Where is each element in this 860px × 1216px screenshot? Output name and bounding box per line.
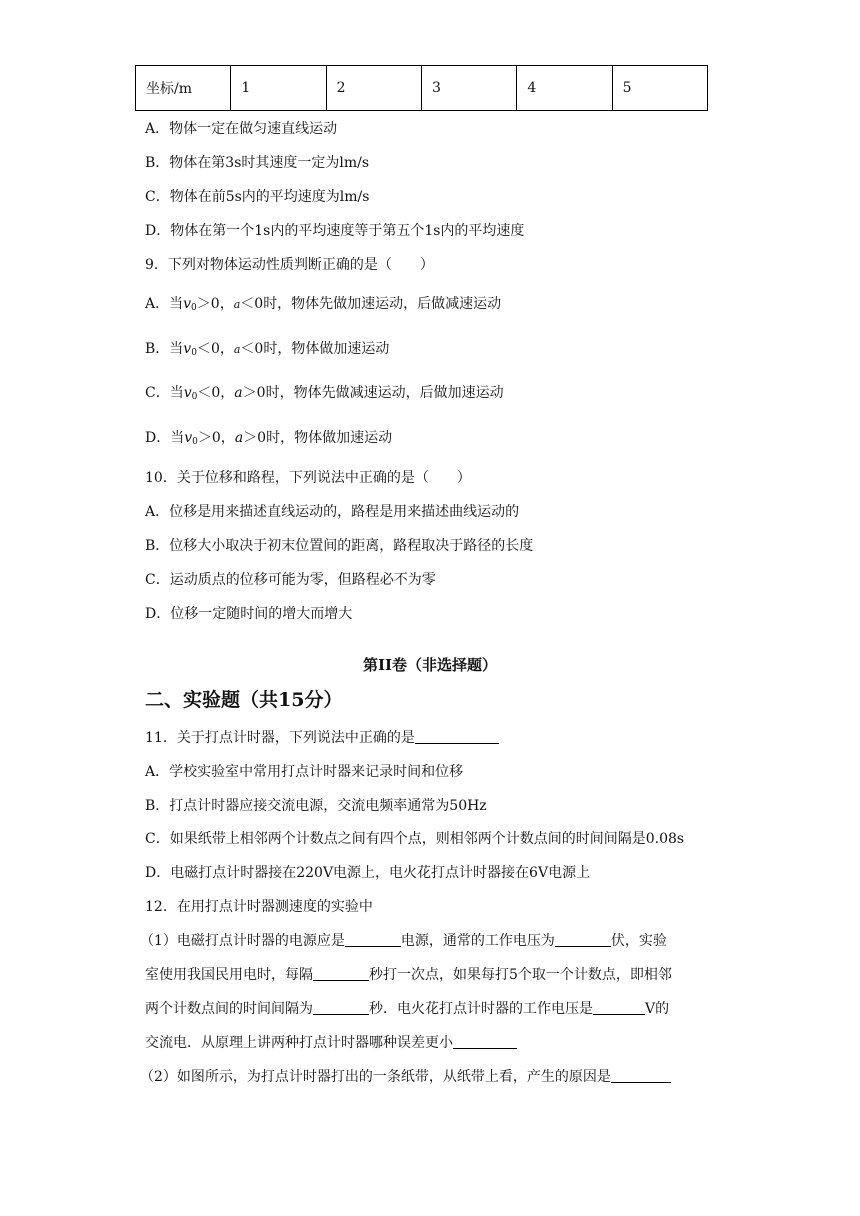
- option-tail: 时，物体先做减速运动，后做加速运动: [265, 385, 504, 401]
- answer-blank: [453, 1034, 517, 1049]
- subscript: 0: [191, 392, 198, 402]
- q10-option-c: C．运动质点的位移可能为零，但路程必不为零: [145, 572, 436, 588]
- text-segment: 秒．电火花打点计时器的工作电压是: [369, 1001, 593, 1017]
- volume-title: 第II卷（非选择题）: [362, 656, 498, 674]
- q11-option-b: B．打点计时器应接交流电源，交流电频率通常为50Hz: [145, 798, 487, 814]
- a-symbol: a: [233, 298, 241, 311]
- relation: ＞0，: [197, 430, 235, 446]
- option-tail: 时，物体做加速运动: [266, 430, 393, 446]
- q12-part1-line3: [145, 1000, 669, 1018]
- q10-option-d: D．位移一定随时间的增大而增大: [145, 606, 353, 622]
- option-tail: 时，物体先做加速运动，后做减速运动: [263, 296, 502, 312]
- subscript: 0: [191, 303, 197, 313]
- q10-option-b: B．位移大小取决于初末位置间的距离，路程取决于路径的长度: [145, 538, 534, 554]
- q9-option-a: [145, 295, 501, 317]
- q9-option-b: [145, 340, 389, 362]
- v-symbol: v: [183, 296, 192, 312]
- a-symbol: a: [234, 385, 243, 401]
- table-cell: 1: [231, 66, 326, 111]
- text-segment: 交流电．从原理上讲两种打点计时器哪种误差更小: [145, 1035, 453, 1051]
- subscript: 0: [191, 348, 197, 358]
- section-title: 二、实验题（共15分）: [145, 689, 343, 711]
- answer-blank: [313, 966, 369, 981]
- v-symbol: v: [183, 341, 192, 357]
- relation: ＜0，: [197, 385, 235, 401]
- relation: ＜0: [240, 341, 264, 357]
- q11-option-c: C．如果纸带上相邻两个计数点之间有四个点，则相邻两个计数点间的时间间隔是0.08s: [145, 831, 685, 847]
- answer-blank: [611, 1068, 671, 1083]
- relation: ＞0: [242, 385, 266, 401]
- q11-option-d: D．电磁打点计时器接在220V电源上，电火花打点计时器接在6V电源上: [145, 865, 591, 881]
- q12-part1-line4: [145, 1034, 517, 1052]
- subscript: 0: [192, 437, 198, 447]
- option-prefix: A．当: [145, 296, 184, 312]
- q11-stem-text: 11．关于打点计时器，下列说法中正确的是: [145, 730, 415, 746]
- q12-stem: 12．在用打点计时器测速度的实验中: [145, 899, 373, 915]
- option-prefix: D．当: [145, 430, 185, 446]
- q12-part2-line1: [140, 1068, 671, 1086]
- q8-option-d: D．物体在第一个1s内的平均速度等于第五个1s内的平均速度: [145, 223, 525, 239]
- answer-blank: [593, 1000, 645, 1015]
- v-symbol: v: [183, 385, 192, 401]
- relation: ＜0，: [196, 341, 234, 357]
- q11-option-a: A．学校实验室中常用打点计时器来记录时间和位移: [145, 764, 464, 780]
- q8-option-c: C．物体在前5s内的平均速度为lm/s: [145, 189, 370, 205]
- q9-option-c: [145, 384, 504, 406]
- relation: ＞0，: [196, 296, 234, 312]
- a-symbol: a: [234, 430, 244, 446]
- answer-blank: [345, 932, 401, 947]
- answer-blank: [555, 932, 611, 947]
- answer-blank: [313, 1000, 369, 1015]
- text-segment: （1）电磁打点计时器的电源应是: [140, 933, 345, 949]
- relation: ＜0: [240, 296, 264, 312]
- table-cell: 5: [612, 66, 707, 111]
- table-cell: 3: [421, 66, 516, 111]
- q12-part1-line1: [140, 932, 667, 950]
- table-header-cell: 坐标/m: [136, 66, 231, 111]
- text-segment: （2）如图所示，为打点计时器打出的一条纸带，从纸带上看，产生的原因是: [140, 1069, 611, 1085]
- a-symbol: a: [233, 343, 241, 356]
- v-symbol: v: [184, 430, 193, 446]
- q8-option-a: A．物体一定在做匀速直线运动: [145, 121, 338, 137]
- text-segment: 两个计数点间的时间间隔为: [145, 1001, 313, 1017]
- option-prefix: B．当: [145, 341, 184, 357]
- q8-option-b: B．物体在第3s时其速度一定为lm/s: [145, 155, 370, 171]
- q9-option-d: [145, 429, 392, 451]
- coordinate-table: [135, 65, 708, 111]
- relation: ＞0: [243, 430, 267, 446]
- q10-option-a: A．位移是用来描述直线运动的，路程是用来描述曲线运动的: [145, 504, 520, 520]
- answer-blank: [415, 729, 499, 744]
- table-row: [136, 66, 708, 111]
- table-cell: 2: [326, 66, 421, 111]
- q12-part1-line2: [145, 966, 672, 984]
- q10-stem: 10．关于位移和路程，下列说法中正确的是（ ）: [145, 470, 471, 486]
- text-segment: V的: [645, 1001, 670, 1017]
- text-segment: 电源，通常的工作电压为: [400, 933, 555, 949]
- option-prefix: C．当: [145, 385, 184, 401]
- text-segment: 室使用我国民用电时，每隔: [145, 967, 313, 983]
- q9-stem: 9．下列对物体运动性质判断正确的是（ ）: [145, 257, 434, 273]
- text-segment: 伏，实验: [610, 933, 667, 949]
- text-segment: 秒打一次点，如果每打5个取一个计数点，即相邻: [369, 967, 672, 983]
- q11-stem: [145, 729, 499, 747]
- option-tail: 时，物体做加速运动: [263, 341, 390, 357]
- table-cell: 4: [517, 66, 612, 111]
